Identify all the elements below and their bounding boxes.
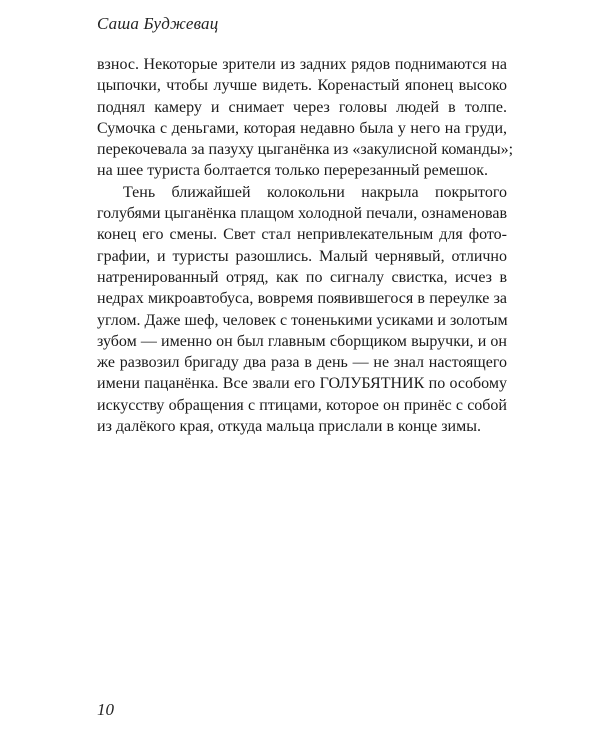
text-line: цыпочки, чтобы лучше видеть. Коренастый японец высоко: [97, 77, 507, 95]
paragraph-2: [97, 182, 507, 438]
text-line: голубями цыганёнка плащом холодной печали, ознаменовав: [97, 205, 507, 223]
page-number: 10: [97, 700, 114, 719]
text-line: натренированный отряд, как по сигналу свистка, исчез в: [97, 268, 507, 286]
text-line: имени пацанёнка. Все звали его ГОЛУБЯТНИК по особому: [97, 375, 507, 393]
text-line: взнос. Некоторые зрители из задних рядов поднимаются на: [97, 56, 507, 73]
text-line: зубом — именно он был главным сборщиком выручки, и он: [97, 332, 507, 350]
text-line: углом. Даже шеф, человек с тоненькими усиками и золотым: [97, 311, 508, 329]
text-line: искусству обращения с птицами, которое он принёс с собой: [97, 396, 507, 414]
text-line: же развозил бригаду два раза в день — не знал настоящего: [97, 354, 507, 372]
running-head: Саша Буджевац: [97, 14, 219, 33]
body-text: [97, 54, 514, 437]
text-line: перекочевала за пазуху цыганёнка из «закулисной команды»;: [97, 141, 514, 159]
text-line: Сумочка с деньгами, которая недавно была у него на груди,: [97, 119, 507, 137]
text-line: конец его смены. Свет стал непривлекательным для фото-: [97, 226, 507, 244]
text-line: Тень ближайшей колокольни накрыла покрытого: [123, 183, 507, 201]
paragraph-1: [97, 54, 514, 182]
text-line: графии, и туристы разошлись. Малый чернявый, отлично: [97, 247, 507, 265]
text-line: на шее туриста болтается только перерезанный ремешок.: [97, 162, 489, 180]
text-line: поднял камеру и снимает через головы людей в толпе.: [97, 98, 507, 116]
text-line: из далёкого края, откуда мальца прислали в конце зимы.: [97, 418, 481, 436]
text-line: недрах микроавтобуса, вовремя появившегося в переулке за: [97, 290, 507, 308]
